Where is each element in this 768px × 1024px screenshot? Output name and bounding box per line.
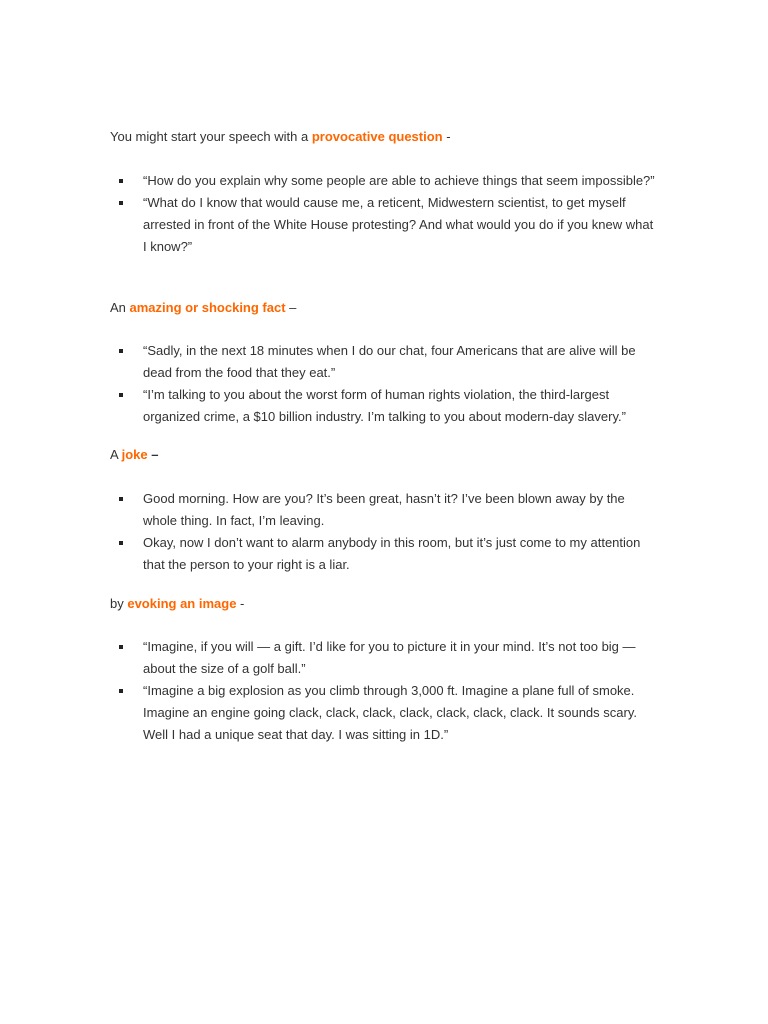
bullet-list-joke [0, 488, 768, 576]
heading-suffix: - [442, 129, 451, 144]
list-item-text: “Imagine, if you will — a gift. I’d like for you to picture it in your mind. It’s not too big — about the size of a golf ball.” [143, 639, 636, 676]
bullet-square-icon [119, 179, 123, 183]
heading-suffix: – [285, 300, 297, 315]
heading-highlight: joke [121, 447, 148, 462]
heading-prefix: You might start your speech with a [110, 129, 312, 144]
list-item-text: “How do you explain why some people are able to achieve things that seem impossible?” [143, 173, 655, 188]
heading-prefix: An [110, 300, 130, 315]
bullet-square-icon [119, 689, 123, 693]
list-item-text: “Imagine a big explosion as you climb through 3,000 ft. Imagine a plane full of smoke. Imagine an engine going clack, clack, clack, clack, clack, clack, clack. It sounds scary. Well I had a unique seat that day. I was sitting in 1D.” [143, 683, 637, 742]
bullet-square-icon [119, 349, 123, 353]
bullet-square-icon [119, 393, 123, 397]
list-item [0, 170, 658, 192]
heading-highlight: evoking an image [127, 596, 237, 611]
list-item-text: “Sadly, in the next 18 minutes when I do our chat, four Americans that are alive will be dead from the food that they eat.” [143, 343, 636, 380]
heading-prefix: by [110, 596, 128, 611]
list-item [0, 192, 658, 258]
list-item-text: “I’m talking to you about the worst form of human rights violation, the third-largest organized crime, a $10 billion industry. I’m talking to you about modern-day slavery.” [143, 387, 626, 424]
section-heading-provocative-question [110, 128, 451, 146]
list-item [0, 636, 658, 680]
list-item [0, 340, 658, 384]
list-item [0, 680, 658, 746]
bullet-square-icon [119, 201, 123, 205]
bullet-square-icon [119, 645, 123, 649]
section-heading-evoking-image [110, 595, 244, 613]
heading-suffix: - [236, 596, 245, 611]
bullet-list-evoking-image [0, 636, 768, 746]
list-item-text: Good morning. How are you? It’s been great, hasn’t it? I’ve been blown away by the whole thing. In fact, I’m leaving. [143, 491, 625, 528]
bullet-list-provocative-question [0, 170, 768, 258]
heading-suffix: – [147, 447, 159, 462]
bullet-square-icon [119, 541, 123, 545]
heading-prefix: A [110, 447, 122, 462]
section-heading-shocking-fact [110, 299, 296, 317]
bullet-list-shocking-fact [0, 340, 768, 428]
heading-highlight: provocative question [311, 129, 443, 144]
list-item-text: Okay, now I don’t want to alarm anybody in this room, but it’s just come to my attention that the person to your right is a liar. [143, 535, 641, 572]
list-item [0, 488, 658, 532]
heading-highlight: amazing or shocking fact [129, 300, 286, 315]
list-item-text: “What do I know that would cause me, a reticent, Midwestern scientist, to get myself arrested in front of the White House protesting? And what would you do if you knew what I know?” [143, 195, 654, 254]
bullet-square-icon [119, 497, 123, 501]
list-item [0, 384, 658, 428]
list-item [0, 532, 658, 576]
section-heading-joke [110, 446, 158, 464]
